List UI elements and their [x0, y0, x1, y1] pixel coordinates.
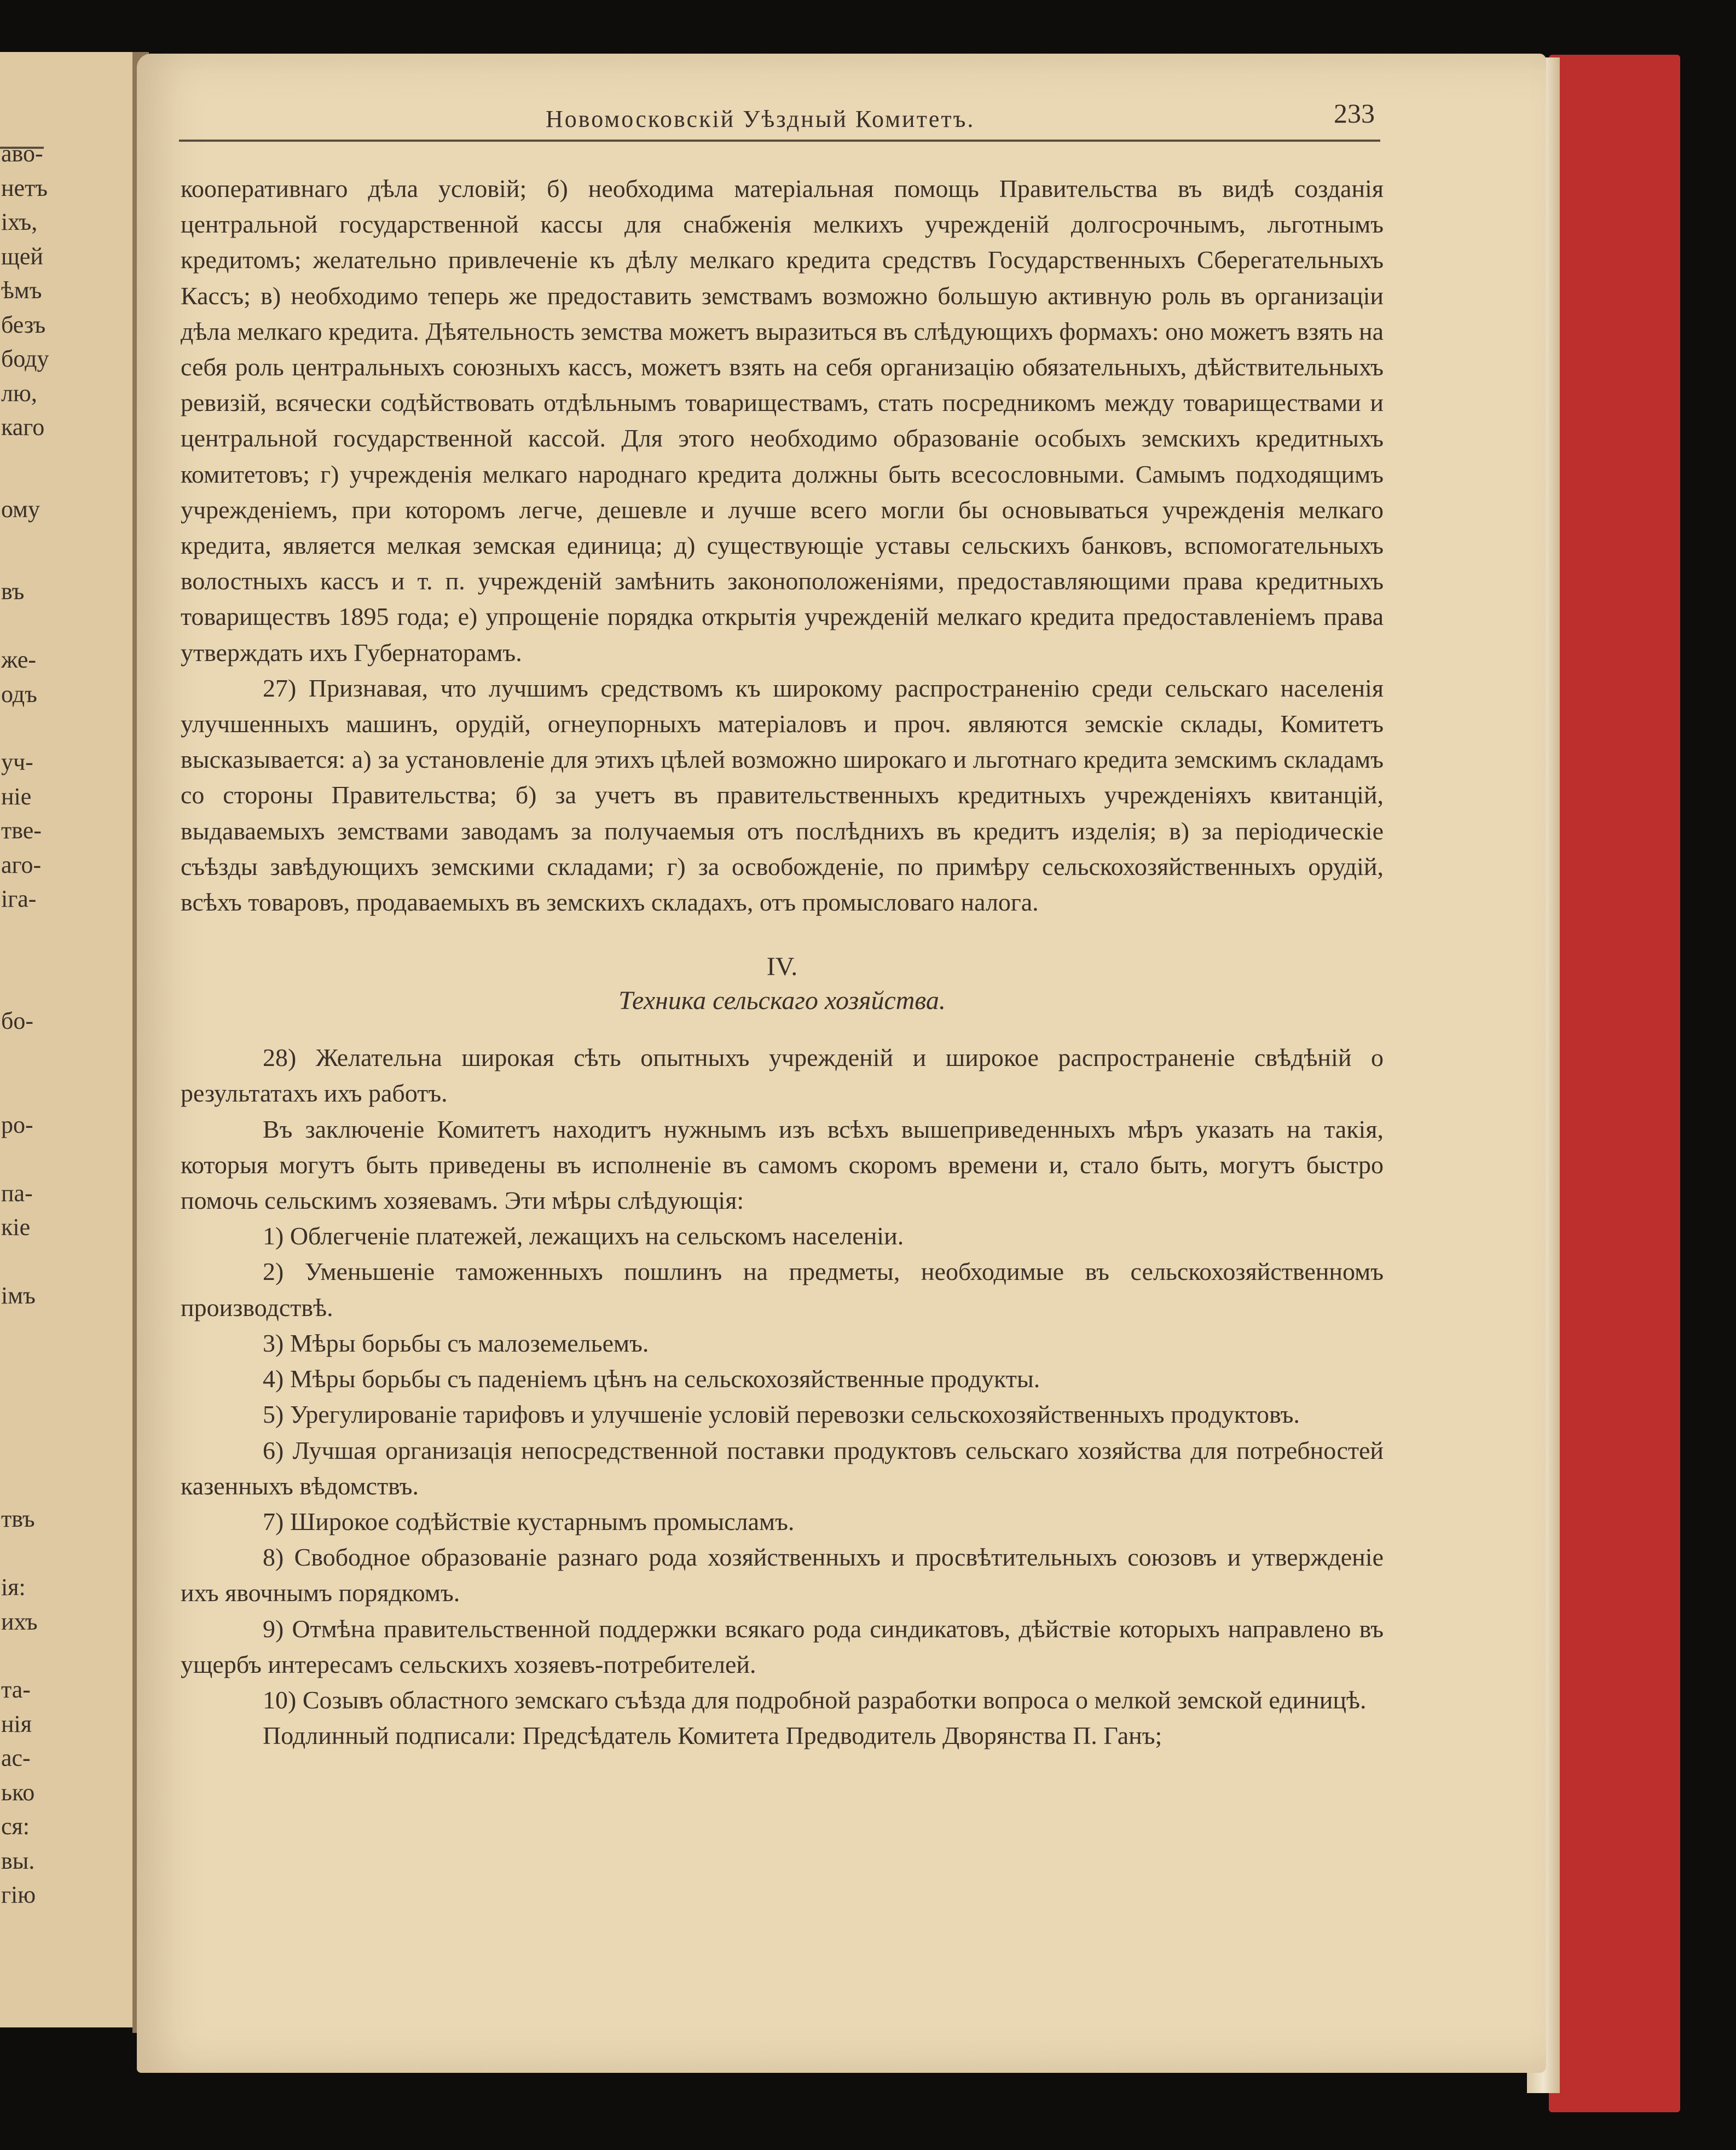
left-page-word: аго- — [1, 851, 42, 878]
page-number: 233 — [1334, 98, 1375, 129]
left-page-word: ѣмъ — [1, 277, 42, 304]
signature-line: Подлинный подписали: Предсѣдатель Комитета Предводитель Дворянства П. Ганъ; — [263, 1722, 1162, 1750]
left-page-word: нія — [1, 1711, 32, 1737]
left-page-word: ас- — [1, 1745, 31, 1771]
left-page-word: гію — [1, 1881, 36, 1908]
left-page-word: безъ — [1, 311, 46, 338]
left-page-word: ія: — [1, 1574, 26, 1601]
left-page-word: кіе — [1, 1214, 31, 1241]
left-page-word: боду — [1, 345, 49, 372]
left-page-word: па- — [1, 1180, 33, 1207]
list-item: 4) Мѣры борьбы съ паденіемъ цѣнъ на сельскохозяйственные продукты. — [263, 1365, 1040, 1393]
left-page-word: ихъ — [1, 1608, 38, 1635]
left-page-word: нетъ — [1, 175, 48, 201]
list-item: 5) Урегулированіе тарифовъ и улучшеніе условій перевозки сельскохозяйственныхъ продуктовъ. — [263, 1400, 1300, 1429]
left-page-word: ро- — [1, 1111, 33, 1138]
left-page-word: каго — [1, 414, 45, 441]
left-page-word: вы. — [1, 1847, 35, 1874]
list-item: 6) Лучшая организація непосредственной поставки продуктовъ сельскаго хозяйства для потребностей казенныхъ вѣдомствъ. — [181, 1436, 1384, 1500]
list-item: 10) Созывъ областного земскаго съѣзда для подробной разработки вопроса о мелкой земской единицѣ. — [263, 1685, 1367, 1714]
left-page — [0, 52, 132, 2027]
left-page-word: ніе — [1, 783, 32, 810]
left-page-word: ько — [1, 1779, 35, 1806]
list-item: 3) Мѣры борьбы съ малоземельемъ. — [263, 1329, 649, 1357]
left-page-word: імъ — [1, 1282, 36, 1309]
left-page-word: уч- — [1, 749, 33, 775]
left-page-word: въ — [1, 578, 25, 605]
section-number: IV. — [766, 952, 798, 982]
paragraph: Въ заключеніе Комитетъ находитъ нужнымъ изъ всѣхъ вышеприведенныхъ мѣръ указать на такія, которыя могутъ быть приведены въ исполненіе въ самомъ скоромъ времени и, стало быть, могутъ быстро помочь сельскимъ хозяевамъ. Эти мѣры слѣдующія: — [181, 1115, 1384, 1215]
left-page-word: тве- — [1, 817, 42, 844]
page-header — [179, 93, 1380, 142]
book-cover-edge — [1549, 55, 1680, 2112]
left-page-word: щей — [1, 243, 43, 270]
list-item: 1) Облегченіе платежей, лежащихъ на сельскомъ населеніи. — [263, 1222, 904, 1250]
left-page-word: та- — [1, 1676, 31, 1703]
left-page-word: ся: — [1, 1813, 30, 1840]
list-item: 8) Свободное образованіе разнаго рода хозяйственныхъ и просвѣтительныхъ союзовъ и утвержденіе ихъ явочнымъ порядкомъ. — [181, 1543, 1384, 1607]
paragraph: кооперативнаго дѣла условій; б) необходима матеріальная помощь Правительства въ видѣ созданія центральной государственной кассы для снабженія мелкихъ учрежденій долгосрочнымъ, льготнымъ кредитомъ; желательно привлеченіе къ дѣлу мелкаго кредита средствъ Государственныхъ Сберегательныхъ Кассъ; в) необходимо теперь же предоставить земствамъ возможно большую активную роль въ организаціи дѣла мелкаго кредита. Дѣятельность земства можетъ выразиться въ слѣдующихъ формахъ: оно можетъ взять на себя роль центральныхъ союзныхъ кассъ, можетъ взять на себя организацію обязательныхъ, дѣйствительныхъ ревизій, всячески содѣйствовать отдѣльнымъ товариществамъ, стать посредникомъ между товариществами и центральной государственной кассой. Для этого необходимо образованіе особыхъ земскихъ кредитныхъ комитетовъ; г) учрежденія мелкаго народнаго кредита должны быть всесословными. Самымъ подходящимъ учрежденіемъ, при которомъ легче, дешевле и лучше всего могли бы основываться учрежденія мелкаго кредита, является мелкая земская единица; д) существующіе уставы сельскихъ банковъ, вспомогательныхъ волостныхъ кассъ и т. п. учрежденій замѣнить законоположеніями, предоставляющими права кредитныхъ товариществъ 1895 года; е) упрощеніе порядка открытія учрежденій мелкаго кредита предоставленіемъ права утверждать ихъ Губернаторамъ. — [181, 175, 1384, 667]
list-item: 2) Уменьшеніе таможенныхъ пошлинъ на предметы, необходимые въ сельскохозяйственномъ производствѣ. — [181, 1257, 1384, 1322]
left-page-word: бо- — [1, 1007, 34, 1034]
left-page-word: іхъ, — [1, 208, 38, 235]
left-page-word: же- — [1, 646, 37, 673]
left-page-word: ому — [1, 496, 40, 523]
left-page-word: лю, — [1, 380, 37, 407]
paragraph: 28) Желательна широкая сѣть опытныхъ учрежденій и широкое распространеніе свѣдѣній о результатахъ ихъ работъ. — [181, 1044, 1384, 1108]
page-body — [181, 171, 1384, 1753]
left-page-word: іга- — [1, 885, 37, 912]
running-head: Новомосковскій Уѣздный Комитетъ. — [546, 106, 975, 132]
paragraph: 27) Признавая, что лучшимъ средствомъ къ широкому распространенію среди сельскаго населенія улучшенныхъ машинъ, орудій, огнеупорныхъ матеріаловъ и проч. являются земскіе склады, Комитетъ высказывается: а) за установленіе для этихъ цѣлей возможно широкаго и льготнаго кредита земскимъ складамъ со стороны Правительства; б) за учетъ въ правительственныхъ кредитныхъ учрежденіяхъ квитанцій, выдаваемыхъ земствами заводамъ за получаемыя отъ послѣднихъ въ кредитъ изделія; в) за періодическіе съѣзды завѣдующихъ земскими складами; г) за освобожденіе, по примѣру сельскохозяйственныхъ орудій, всѣхъ товаровъ, продаваемыхъ въ земскихъ складахъ, отъ промысловаго налога. — [181, 674, 1384, 917]
section-title: Техника сельскаго хозяйства. — [618, 986, 946, 1016]
list-item: 9) Отмѣна правительственной поддержки всякаго рода синдикатовъ, дѣйствіе которыхъ направлено въ ущербъ интересамъ сельскихъ хозяевъ-потребителей. — [181, 1614, 1384, 1678]
left-page-word: одъ — [1, 681, 37, 708]
left-page-word: аво- — [1, 140, 43, 167]
left-page-word: твъ — [1, 1505, 35, 1532]
list-item: 7) Широкое содѣйствіе кустарнымъ промысламъ. — [263, 1507, 795, 1535]
